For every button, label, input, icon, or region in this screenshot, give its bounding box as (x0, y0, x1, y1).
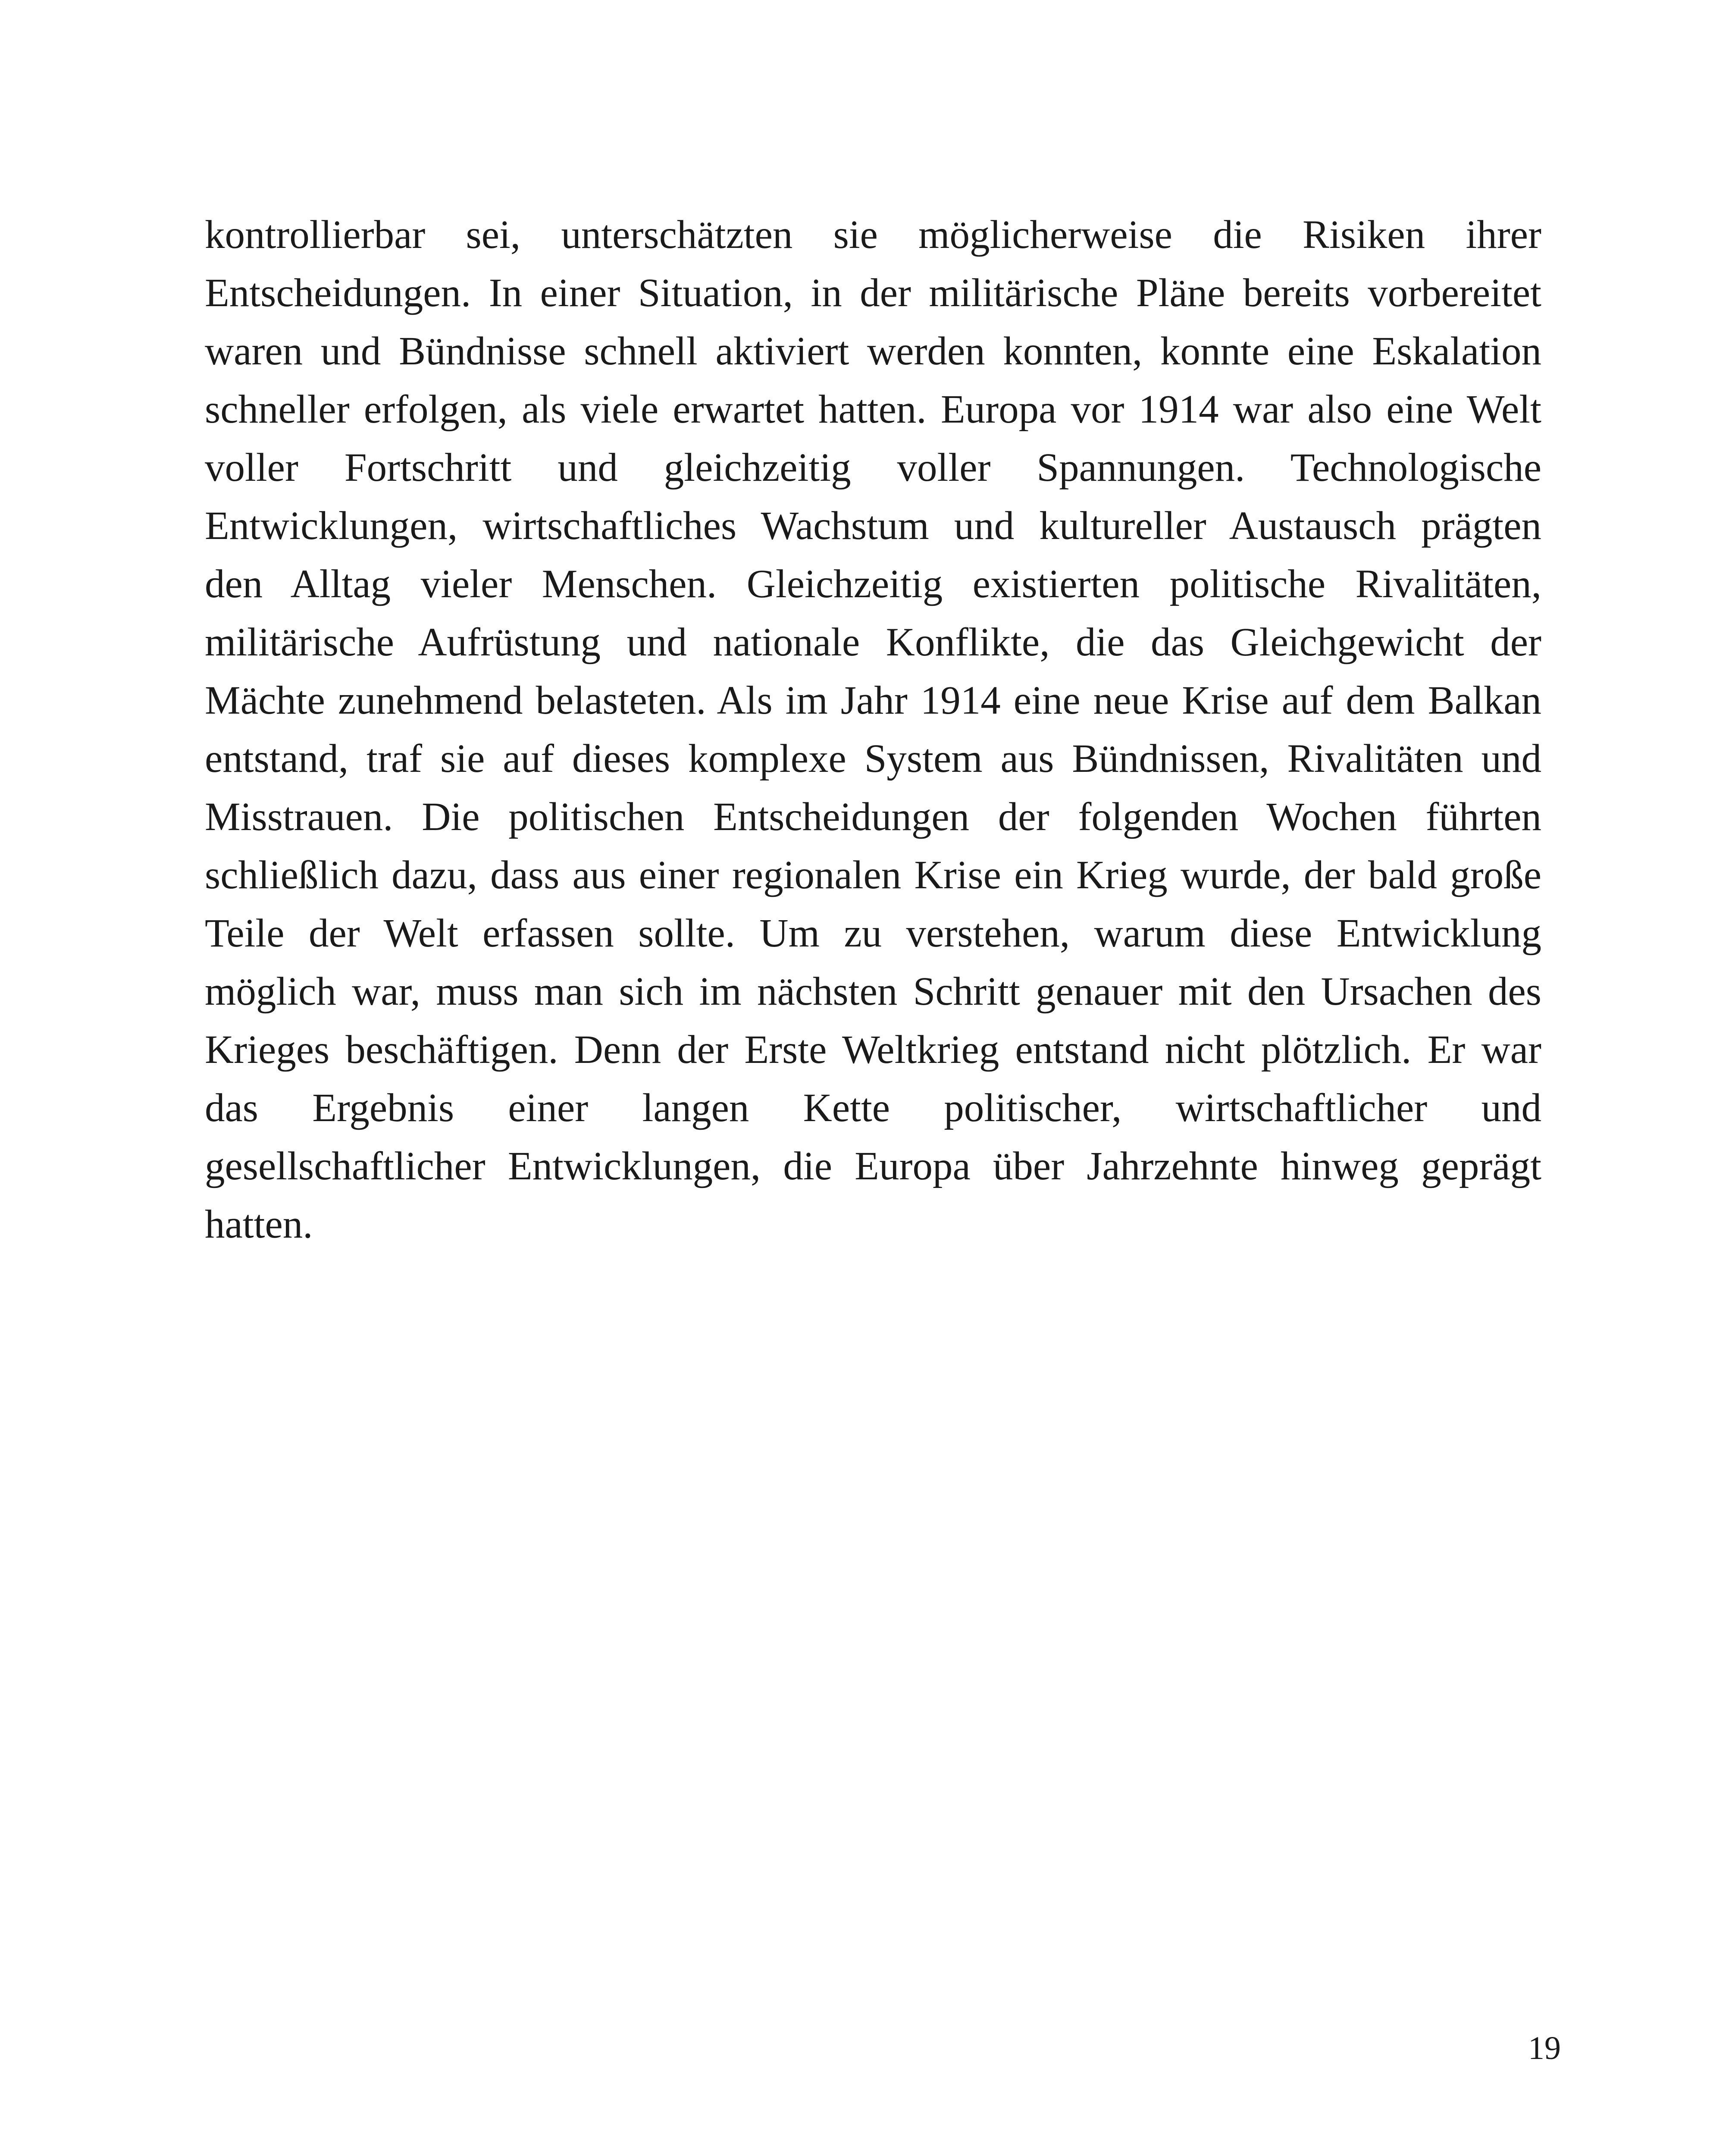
text-line: Mächte zunehmend belasteten. Als im Jahr 1914 eine neue Krise auf dem Balkan (205, 678, 1541, 723)
text-line: Entscheidungen. In einer Situation, in der militärische Pläne bereits vorbereitet (205, 271, 1541, 315)
text-line: Krieges beschäftigen. Denn der Erste Weltkrieg entstand nicht plötzlich. Er war (205, 1028, 1541, 1072)
text-line: Teile der Welt erfassen sollte. Um zu verstehen, warum diese Entwicklung (205, 911, 1541, 956)
text-line: Entwicklungen, wirtschaftliches Wachstum und kultureller Austausch prägten (205, 504, 1541, 548)
text-line: militärische Aufrüstung und nationale Konflikte, die das Gleichgewicht der (205, 620, 1541, 664)
text-line: das Ergebnis einer langen Kette politischer, wirtschaftlicher und (205, 1086, 1541, 1130)
text-line: den Alltag vieler Menschen. Gleichzeitig existierten politische Rivalitäten, (205, 562, 1541, 606)
text-line: entstand, traf sie auf dieses komplexe System aus Bündnissen, Rivalitäten und (205, 736, 1541, 781)
page-number: 19 (1528, 2030, 1561, 2066)
text-line-last: hatten. (205, 1202, 313, 1247)
text-line: schneller erfolgen, als viele erwartet hatten. Europa vor 1914 war also eine Welt (205, 387, 1541, 432)
body-paragraph (205, 206, 1541, 1253)
text-line: Misstrauen. Die politischen Entscheidungen der folgenden Wochen führten (205, 795, 1541, 839)
text-line: gesellschaftlicher Entwicklungen, die Europa über Jahrzehnte hinweg geprägt (205, 1144, 1541, 1188)
text-line: möglich war, muss man sich im nächsten Schritt genauer mit den Ursachen des (205, 969, 1541, 1014)
text-line: kontrollierbar sei, unterschätzten sie möglicherweise die Risiken ihrer (205, 213, 1541, 257)
text-line: waren und Bündnisse schnell aktiviert werden konnten, konnte eine Eskalation (205, 329, 1541, 373)
text-line: voller Fortschritt und gleichzeitig voller Spannungen. Technologische (205, 445, 1541, 490)
text-line: schließlich dazu, dass aus einer regionalen Krise ein Krieg wurde, der bald große (205, 853, 1541, 897)
